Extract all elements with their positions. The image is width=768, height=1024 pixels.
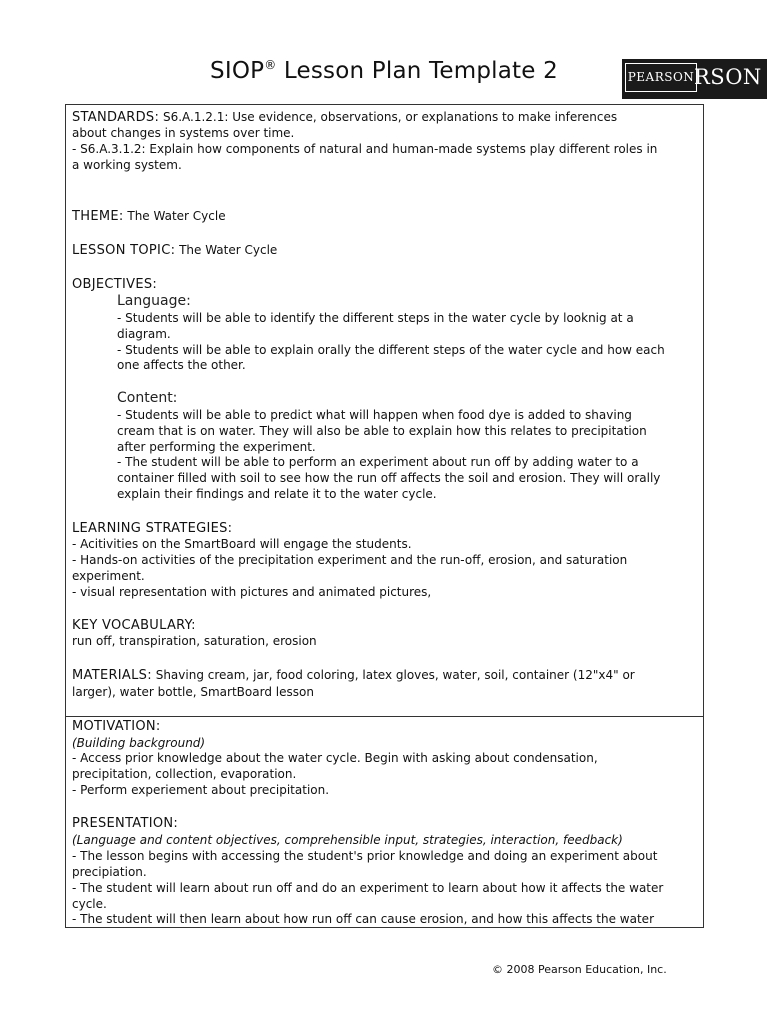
objective-line: - Students will be able to predict what will happen when food dye is added to shaving xyxy=(117,408,632,422)
objective-line: - Students will be able to identify the different steps in the water cycle by looknig at a xyxy=(117,311,634,325)
standards-line: STANDARDS: S6.A.1.2.1: Use evidence, observations, or explanations to make inferences xyxy=(72,110,618,125)
content-label: Content: xyxy=(117,390,178,406)
objective-line: explain their findings and relate it to the water cycle. xyxy=(117,487,437,501)
materials-label: MATERIALS: xyxy=(72,668,152,683)
motivation-label: MOTIVATION: xyxy=(72,719,161,734)
copyright-notice: © 2008 Pearson Education, Inc. xyxy=(492,963,667,976)
lesson-topic-line: LESSON TOPIC: The Water Cycle xyxy=(72,243,278,258)
standards-line: - S6.A.3.1.2: Explain how components of natural and human-made systems play different roles in xyxy=(72,142,658,156)
presentation-subtitle: (Language and content objectives, comprehensible input, strategies, interaction, feedback) xyxy=(72,833,623,847)
objective-line: one affects the other. xyxy=(117,358,246,372)
motivation-subtitle: (Building background) xyxy=(72,736,206,750)
theme-label: THEME: xyxy=(72,209,124,224)
objectives-label: OBJECTIVES: xyxy=(72,277,158,292)
objective-line: after performing the experiment. xyxy=(117,440,316,454)
standards-line: about changes in systems over time. xyxy=(72,126,295,140)
strategy-line: - Acitivities on the SmartBoard will engage the students. xyxy=(72,537,412,551)
strategy-line: experiment. xyxy=(72,569,145,583)
objective-line: diagram. xyxy=(117,327,171,341)
lesson-plan-table xyxy=(65,104,704,928)
presentation-label: PRESENTATION: xyxy=(72,816,179,831)
objective-line: - The student will be able to perform an experiment about run off by adding water to a xyxy=(117,455,639,469)
pearson-logo-text: RSON xyxy=(694,65,762,89)
materials-line: MATERIALS: Shaving cream, jar, food coloring, latex gloves, water, soil, container (12"x4" or xyxy=(72,668,635,683)
key-vocabulary-value: run off, transpiration, saturation, erosion xyxy=(72,634,317,648)
presentation-line: cycle. xyxy=(72,897,107,911)
language-label: Language: xyxy=(117,293,191,309)
pearson-logo-box: PEARSON xyxy=(625,63,697,92)
page-title: SIOP® Lesson Plan Template 2 xyxy=(210,58,558,84)
section-divider xyxy=(66,716,703,717)
motivation-line: precipitation, collection, evaporation. xyxy=(72,767,297,781)
motivation-line: - Perform experiement about precipitation. xyxy=(72,783,330,797)
theme-line: THEME: The Water Cycle xyxy=(72,209,226,224)
presentation-line: - The student will then learn about how run off can cause erosion, and how this affects the water xyxy=(72,912,654,926)
standards-line: a working system. xyxy=(72,158,182,172)
registered-mark: ® xyxy=(264,58,277,72)
presentation-line: - The lesson begins with accessing the student's prior knowledge and doing an experiment about xyxy=(72,849,658,863)
objective-line: container filled with soil to see how the run off affects the soil and erosion. They will orally xyxy=(117,471,661,485)
strategy-line: - visual representation with pictures and animated pictures, xyxy=(72,585,432,599)
key-vocabulary-label: KEY VOCABULARY: xyxy=(72,618,196,633)
materials-line: larger), water bottle, SmartBoard lesson xyxy=(72,685,314,699)
motivation-line: - Access prior knowledge about the water cycle. Begin with asking about condensation, xyxy=(72,751,598,765)
lesson-topic-label: LESSON TOPIC: xyxy=(72,243,176,258)
objective-line: cream that is on water. They will also be able to explain how this relates to precipitation xyxy=(117,424,647,438)
standards-label: STANDARDS: xyxy=(72,110,160,125)
learning-strategies-label: LEARNING STRATEGIES: xyxy=(72,521,233,536)
objective-line: - Students will be able to explain orally the different steps of the water cycle and how each xyxy=(117,343,665,357)
presentation-line: - The student will learn about run off and do an experiment to learn about how it affects the water xyxy=(72,881,664,895)
presentation-line: precipiation. xyxy=(72,865,147,879)
strategy-line: - Hands-on activities of the precipitation experiment and the run-off, erosion, and saturation xyxy=(72,553,628,567)
pearson-logo xyxy=(622,59,767,99)
